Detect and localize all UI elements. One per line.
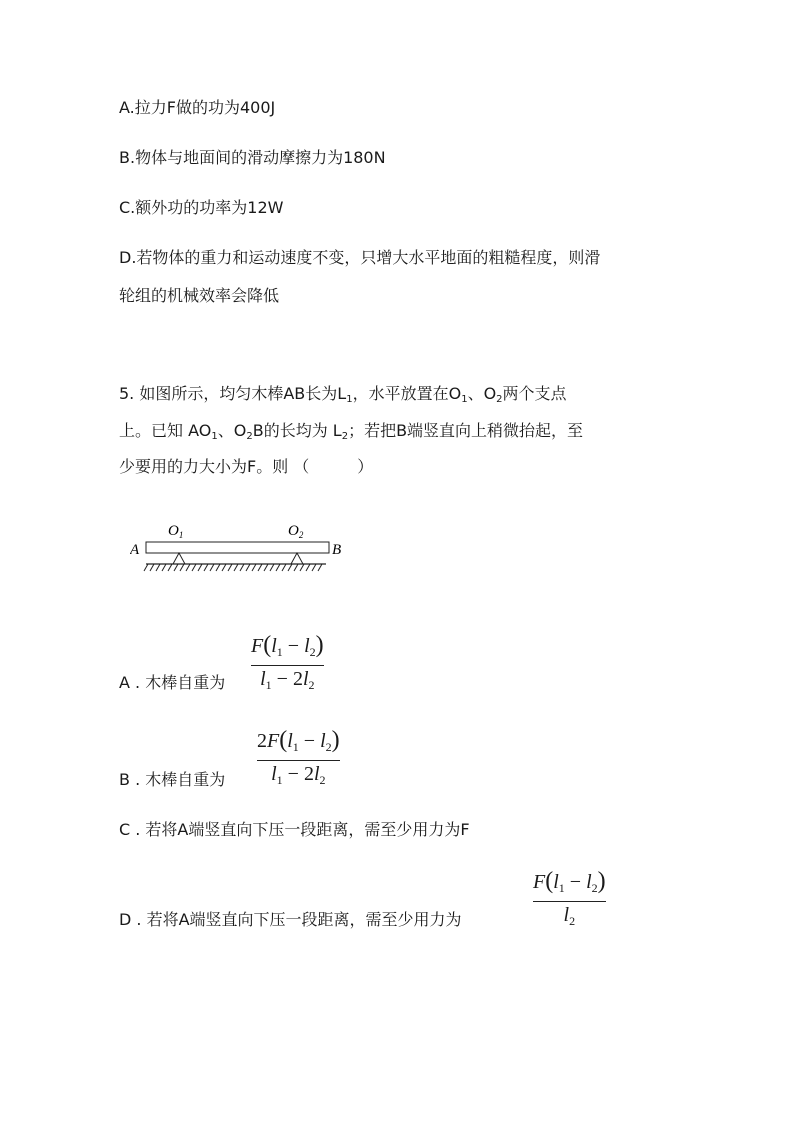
ground-hatch (144, 564, 322, 571)
support-o1 (173, 553, 185, 564)
support-o2 (291, 553, 303, 564)
option-b-formula: $2F(l_1 - l_2)$ $l_1 - 2l_2$ (257, 727, 340, 787)
q4-option-b: B.物体与地面间的滑动摩擦力为180N (119, 148, 386, 167)
label-o2: $O_2$ (288, 523, 304, 540)
label-o1: $O_1$ (168, 523, 184, 540)
option-a-formula: $F(l_1 - l_2)$ $l_1 - 2l_2$ (251, 632, 324, 692)
label-b: B (332, 542, 342, 558)
q5-option-b: B . 木棒自重为 (119, 770, 226, 789)
beam (146, 542, 329, 553)
beam-diagram (130, 515, 360, 580)
q5-option-c: C . 若将A端竖直向下压一段距离，需至少用力为F (119, 820, 470, 839)
q4-option-a: A.拉力F做的功为400J (119, 98, 276, 117)
q5-stem-line1: 5. 如图所示，均匀木棒AB长为$L_1$，水平放置在$O_1$、$O_2$两个支点 (119, 384, 567, 405)
option-d-formula: $F(l_1 - l_2)$ $l_2$ (533, 868, 606, 928)
q4-option-c: C.额外功的功率为12W (119, 198, 284, 217)
q5-option-d: D . 若将A端竖直向下压一段距离，需至少用力为 (119, 910, 462, 929)
q4-option-d-line2: 轮组的机械效率会降低 (119, 286, 280, 305)
q5-option-a: A . 木棒自重为 (119, 673, 226, 692)
q5-stem-line2: 上。已知 $AO_1$、$O_2B$的长均为 $L_2$；若把B端竖直向上稍微抬起，至 (119, 421, 584, 442)
q4-option-d-line1: D.若物体的重力和运动速度不变，只增大水平地面的粗糙程度，则滑 (119, 248, 601, 267)
q5-stem-line3: 少要用的力大小为F。则 （ ） (119, 457, 374, 476)
label-a: A (130, 542, 140, 558)
